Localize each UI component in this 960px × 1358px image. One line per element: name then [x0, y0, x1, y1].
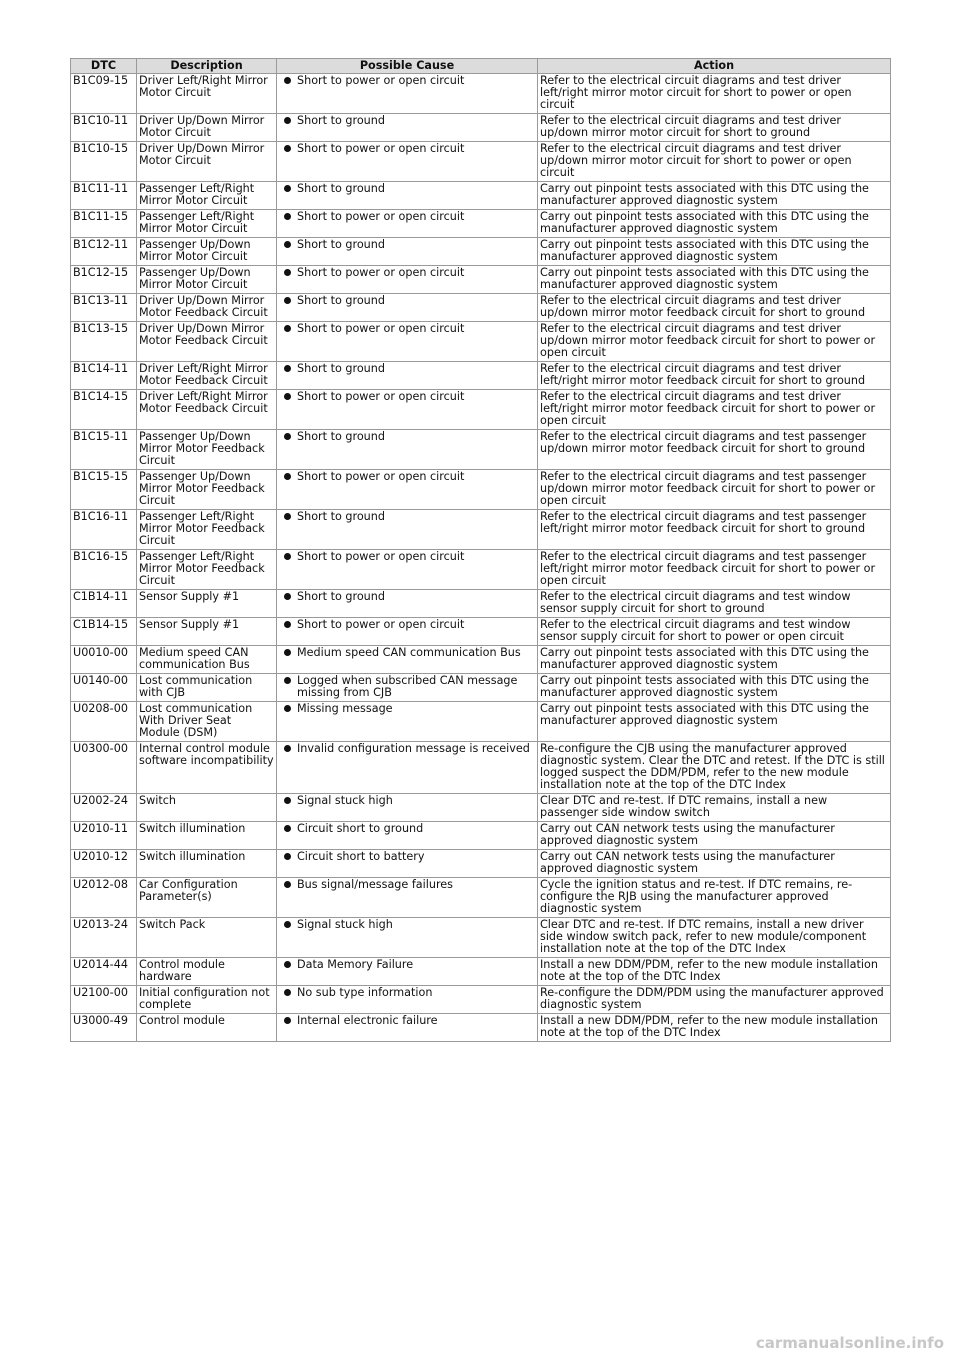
dtc-code-cell: U2013-24 [71, 918, 137, 958]
action-cell: Re-configure the DDM/PDM using the manufacturer approved diagnostic system [538, 986, 891, 1014]
possible-cause-cell [277, 470, 538, 510]
dtc-code-cell: B1C14-11 [71, 362, 137, 390]
possible-cause-text: Short to ground [297, 294, 385, 307]
page-content [70, 58, 890, 1042]
cause-bullet-item [283, 143, 535, 155]
action-cell: Carry out pinpoint tests associated with this DTC using the manufacturer approved diagnostic system [538, 266, 891, 294]
possible-cause-cell [277, 674, 538, 702]
cause-bullet-item [283, 675, 535, 699]
possible-cause-cell [277, 618, 538, 646]
possible-cause-text: Short to power or open circuit [297, 74, 465, 87]
action-cell: Refer to the electrical circuit diagrams and test driver up/down mirror motor feedback circuit for short to ground [538, 294, 891, 322]
cause-bullet-item [283, 183, 535, 195]
cause-bullet-item [283, 295, 535, 307]
cause-bullet-item [283, 511, 535, 523]
dtc-code-cell: B1C13-15 [71, 322, 137, 362]
cause-bullet-item [283, 959, 535, 971]
dtc-code-cell: B1C10-11 [71, 114, 137, 142]
dtc-code-cell: U2010-11 [71, 822, 137, 850]
table-row [71, 294, 891, 322]
action-cell: Refer to the electrical circuit diagrams and test window sensor supply circuit for short to power or open circuit [538, 618, 891, 646]
description-cell: Passenger Up/Down Mirror Motor Feedback Circuit [137, 470, 277, 510]
possible-cause-cell [277, 238, 538, 266]
possible-cause-cell [277, 702, 538, 742]
possible-cause-text: Short to power or open circuit [297, 470, 465, 483]
header-row [71, 59, 891, 74]
possible-cause-cell [277, 918, 538, 958]
bullet-icon [284, 553, 291, 560]
description-cell: Initial configuration not complete [137, 986, 277, 1014]
possible-cause-text: Internal electronic failure [297, 1014, 438, 1027]
table-row [71, 510, 891, 550]
possible-cause-cell [277, 850, 538, 878]
dtc-code-cell: U3000-49 [71, 1014, 137, 1042]
description-cell: Driver Up/Down Mirror Motor Feedback Circuit [137, 322, 277, 362]
bullet-icon [284, 593, 291, 600]
cause-bullet-item [283, 703, 535, 715]
table-row [71, 238, 891, 266]
header-description: Description [137, 59, 277, 74]
possible-cause-cell [277, 114, 538, 142]
cause-bullet-item [283, 363, 535, 375]
bullet-icon [284, 77, 291, 84]
action-cell: Install a new DDM/PDM, refer to the new module installation note at the top of the DTC Index [538, 958, 891, 986]
description-cell: Switch [137, 794, 277, 822]
dtc-code-cell: U2010-12 [71, 850, 137, 878]
action-cell: Refer to the electrical circuit diagrams and test passenger left/right mirror motor feedback circuit for short to power or open circuit [538, 550, 891, 590]
table-row [71, 850, 891, 878]
possible-cause-text: Medium speed CAN communication Bus [297, 646, 521, 659]
table-row [71, 210, 891, 238]
description-cell: Passenger Left/Right Mirror Motor Feedback Circuit [137, 550, 277, 590]
possible-cause-cell [277, 1014, 538, 1042]
cause-bullet-item [283, 823, 535, 835]
description-cell: Driver Up/Down Mirror Motor Circuit [137, 142, 277, 182]
possible-cause-text: Short to ground [297, 238, 385, 251]
watermark-logo: carmanualsonline.info [755, 1334, 944, 1352]
action-cell: Refer to the electrical circuit diagrams and test passenger up/down mirror motor feedback circuit for short to ground [538, 430, 891, 470]
possible-cause-cell [277, 550, 538, 590]
table-row [71, 674, 891, 702]
header-dtc: DTC [71, 59, 137, 74]
possible-cause-text: Data Memory Failure [297, 958, 414, 971]
dtc-code-cell: U2100-00 [71, 986, 137, 1014]
bullet-icon [284, 241, 291, 248]
possible-cause-text: Short to power or open circuit [297, 210, 465, 223]
bullet-icon [284, 961, 291, 968]
cause-bullet-item [283, 851, 535, 863]
table-row [71, 550, 891, 590]
possible-cause-text: Signal stuck high [297, 918, 393, 931]
possible-cause-text: Short to ground [297, 182, 385, 195]
dtc-code-cell: B1C12-15 [71, 266, 137, 294]
possible-cause-text: Short to ground [297, 590, 385, 603]
possible-cause-text: Missing message [297, 702, 393, 715]
possible-cause-text: Circuit short to ground [297, 822, 424, 835]
dtc-code-cell: U0300-00 [71, 742, 137, 794]
dtc-code-cell: B1C09-15 [71, 74, 137, 114]
possible-cause-cell [277, 958, 538, 986]
possible-cause-cell [277, 142, 538, 182]
table-row [71, 142, 891, 182]
cause-bullet-item [283, 267, 535, 279]
dtc-code-cell: U0208-00 [71, 702, 137, 742]
description-cell: Driver Left/Right Mirror Motor Feedback Circuit [137, 362, 277, 390]
dtc-code-cell: C1B14-11 [71, 590, 137, 618]
cause-bullet-item [283, 115, 535, 127]
possible-cause-text: Short to ground [297, 510, 385, 523]
table-row [71, 430, 891, 470]
header-action: Action [538, 59, 891, 74]
possible-cause-text: No sub type information [297, 986, 433, 999]
possible-cause-cell [277, 182, 538, 210]
bullet-icon [284, 269, 291, 276]
action-cell: Refer to the electrical circuit diagrams and test passenger up/down mirror motor feedback circuit for short to power or open circuit [538, 470, 891, 510]
possible-cause-text: Invalid configuration message is received [297, 742, 530, 755]
dtc-code-cell: B1C10-15 [71, 142, 137, 182]
table-row [71, 590, 891, 618]
dtc-code-cell: U2012-08 [71, 878, 137, 918]
description-cell: Switch illumination [137, 822, 277, 850]
description-cell: Medium speed CAN communication Bus [137, 646, 277, 674]
cause-bullet-item [283, 551, 535, 563]
action-cell: Clear DTC and re-test. If DTC remains, install a new passenger side window switch [538, 794, 891, 822]
description-cell: Passenger Left/Right Mirror Motor Feedback Circuit [137, 510, 277, 550]
table-row [71, 646, 891, 674]
action-cell: Clear DTC and re-test. If DTC remains, install a new driver side window switch pack, refer to new module/component installation note at the top of the DTC Index [538, 918, 891, 958]
cause-bullet-item [283, 211, 535, 223]
possible-cause-cell [277, 822, 538, 850]
action-cell: Refer to the electrical circuit diagrams and test driver up/down mirror motor feedback circuit for short to power or open circuit [538, 322, 891, 362]
bullet-icon [284, 365, 291, 372]
action-cell: Carry out CAN network tests using the manufacturer approved diagnostic system [538, 822, 891, 850]
possible-cause-cell [277, 430, 538, 470]
possible-cause-cell [277, 742, 538, 794]
cause-bullet-item [283, 1015, 535, 1027]
cause-bullet-item [283, 987, 535, 999]
action-cell: Carry out pinpoint tests associated with this DTC using the manufacturer approved diagnostic system [538, 210, 891, 238]
bullet-icon [284, 705, 291, 712]
possible-cause-cell [277, 510, 538, 550]
action-cell: Re-configure the CJB using the manufacturer approved diagnostic system. Clear the DTC and retest. If the DTC is still logged suspect the DDM/PDM, refer to the new module installation note at the top of the DTC Index [538, 742, 891, 794]
possible-cause-text: Short to ground [297, 430, 385, 443]
description-cell: Sensor Supply #1 [137, 618, 277, 646]
description-cell: Control module [137, 1014, 277, 1042]
table-body [71, 74, 891, 1042]
action-cell: Refer to the electrical circuit diagrams and test window sensor supply circuit for short to ground [538, 590, 891, 618]
dtc-code-cell: B1C16-11 [71, 510, 137, 550]
table-row [71, 702, 891, 742]
possible-cause-text: Bus signal/message failures [297, 878, 454, 891]
dtc-code-cell: B1C14-15 [71, 390, 137, 430]
possible-cause-text: Short to ground [297, 114, 385, 127]
possible-cause-text: Logged when subscribed CAN message missing from CJB [297, 674, 518, 699]
table-row [71, 618, 891, 646]
bullet-icon [284, 745, 291, 752]
possible-cause-cell [277, 294, 538, 322]
dtc-code-cell: U2002-24 [71, 794, 137, 822]
table-row [71, 390, 891, 430]
possible-cause-text: Circuit short to battery [297, 850, 425, 863]
possible-cause-text: Short to power or open circuit [297, 390, 465, 403]
cause-bullet-item [283, 795, 535, 807]
table-row [71, 986, 891, 1014]
dtc-code-cell: U2014-44 [71, 958, 137, 986]
action-cell: Install a new DDM/PDM, refer to the new module installation note at the top of the DTC Index [538, 1014, 891, 1042]
possible-cause-cell [277, 210, 538, 238]
possible-cause-text: Short to power or open circuit [297, 322, 465, 335]
cause-bullet-item [283, 391, 535, 403]
possible-cause-text: Short to power or open circuit [297, 618, 465, 631]
description-cell: Car Configuration Parameter(s) [137, 878, 277, 918]
possible-cause-text: Signal stuck high [297, 794, 393, 807]
table-row [71, 470, 891, 510]
bullet-icon [284, 649, 291, 656]
dtc-code-cell: B1C16-15 [71, 550, 137, 590]
possible-cause-text: Short to ground [297, 362, 385, 375]
header-possible-cause: Possible Cause [277, 59, 538, 74]
possible-cause-cell [277, 390, 538, 430]
possible-cause-cell [277, 266, 538, 294]
dtc-code-cell: B1C12-11 [71, 238, 137, 266]
cause-bullet-item [283, 323, 535, 335]
table-row [71, 742, 891, 794]
cause-bullet-item [283, 647, 535, 659]
description-cell: Switch illumination [137, 850, 277, 878]
action-cell: Refer to the electrical circuit diagrams and test driver left/right mirror motor circuit for short to power or open circuit [538, 74, 891, 114]
table-row [71, 182, 891, 210]
cause-bullet-item [283, 619, 535, 631]
table-header [71, 59, 891, 74]
possible-cause-cell [277, 646, 538, 674]
action-cell: Refer to the electrical circuit diagrams and test driver left/right mirror motor feedback circuit for short to power or open circuit [538, 390, 891, 430]
bullet-icon [284, 393, 291, 400]
action-cell: Carry out pinpoint tests associated with this DTC using the manufacturer approved diagnostic system [538, 674, 891, 702]
bullet-icon [284, 473, 291, 480]
bullet-icon [284, 297, 291, 304]
description-cell: Driver Left/Right Mirror Motor Feedback Circuit [137, 390, 277, 430]
cause-bullet-item [283, 471, 535, 483]
action-cell: Carry out pinpoint tests associated with this DTC using the manufacturer approved diagnostic system [538, 702, 891, 742]
bullet-icon [284, 989, 291, 996]
possible-cause-cell [277, 878, 538, 918]
table-row [71, 114, 891, 142]
dtc-code-cell: B1C13-11 [71, 294, 137, 322]
dtc-code-cell: B1C15-15 [71, 470, 137, 510]
cause-bullet-item [283, 75, 535, 87]
description-cell: Passenger Up/Down Mirror Motor Circuit [137, 238, 277, 266]
table-row [71, 794, 891, 822]
dtc-code-cell: U0010-00 [71, 646, 137, 674]
description-cell: Driver Up/Down Mirror Motor Feedback Circuit [137, 294, 277, 322]
bullet-icon [284, 117, 291, 124]
dtc-code-cell: B1C15-11 [71, 430, 137, 470]
description-cell: Lost communication with CJB [137, 674, 277, 702]
table-row [71, 878, 891, 918]
description-cell: Internal control module software incompatibility [137, 742, 277, 794]
description-cell: Driver Up/Down Mirror Motor Circuit [137, 114, 277, 142]
action-cell: Carry out pinpoint tests associated with this DTC using the manufacturer approved diagnostic system [538, 646, 891, 674]
cause-bullet-item [283, 239, 535, 251]
dtc-code-cell: B1C11-11 [71, 182, 137, 210]
bullet-icon [284, 213, 291, 220]
action-cell: Refer to the electrical circuit diagrams and test driver up/down mirror motor circuit for short to ground [538, 114, 891, 142]
bullet-icon [284, 621, 291, 628]
table-row [71, 918, 891, 958]
description-cell: Switch Pack [137, 918, 277, 958]
action-cell: Refer to the electrical circuit diagrams and test driver left/right mirror motor feedback circuit for short to ground [538, 362, 891, 390]
possible-cause-cell [277, 986, 538, 1014]
description-cell: Driver Left/Right Mirror Motor Circuit [137, 74, 277, 114]
bullet-icon [284, 677, 291, 684]
possible-cause-cell [277, 322, 538, 362]
bullet-icon [284, 881, 291, 888]
cause-bullet-item [283, 879, 535, 891]
table-row [71, 266, 891, 294]
table-row [71, 74, 891, 114]
dtc-code-cell: C1B14-15 [71, 618, 137, 646]
possible-cause-cell [277, 590, 538, 618]
action-cell: Carry out pinpoint tests associated with this DTC using the manufacturer approved diagnostic system [538, 182, 891, 210]
cause-bullet-item [283, 591, 535, 603]
action-cell: Carry out CAN network tests using the manufacturer approved diagnostic system [538, 850, 891, 878]
dtc-code-cell: U0140-00 [71, 674, 137, 702]
cause-bullet-item [283, 431, 535, 443]
bullet-icon [284, 145, 291, 152]
table-row [71, 822, 891, 850]
action-cell: Refer to the electrical circuit diagrams and test passenger left/right mirror motor feedback circuit for short to ground [538, 510, 891, 550]
description-cell: Passenger Up/Down Mirror Motor Feedback Circuit [137, 430, 277, 470]
bullet-icon [284, 853, 291, 860]
dtc-table [70, 58, 891, 1042]
table-row [71, 1014, 891, 1042]
cause-bullet-item [283, 743, 535, 755]
description-cell: Control module hardware [137, 958, 277, 986]
action-cell: Cycle the ignition status and re-test. If DTC remains, re-configure the RJB using the manufacturer approved diagnostic system [538, 878, 891, 918]
cause-bullet-item [283, 919, 535, 931]
bullet-icon [284, 921, 291, 928]
dtc-code-cell: B1C11-15 [71, 210, 137, 238]
table-row [71, 362, 891, 390]
bullet-icon [284, 185, 291, 192]
bullet-icon [284, 797, 291, 804]
description-cell: Passenger Left/Right Mirror Motor Circuit [137, 210, 277, 238]
action-cell: Refer to the electrical circuit diagrams and test driver up/down mirror motor circuit for short to power or open circuit [538, 142, 891, 182]
description-cell: Lost communication With Driver Seat Module (DSM) [137, 702, 277, 742]
bullet-icon [284, 825, 291, 832]
description-cell: Passenger Left/Right Mirror Motor Circuit [137, 182, 277, 210]
bullet-icon [284, 433, 291, 440]
description-cell: Sensor Supply #1 [137, 590, 277, 618]
possible-cause-cell [277, 362, 538, 390]
bullet-icon [284, 513, 291, 520]
possible-cause-cell [277, 794, 538, 822]
table-row [71, 958, 891, 986]
bullet-icon [284, 1017, 291, 1024]
table-row [71, 322, 891, 362]
action-cell: Carry out pinpoint tests associated with this DTC using the manufacturer approved diagnostic system [538, 238, 891, 266]
description-cell: Passenger Up/Down Mirror Motor Circuit [137, 266, 277, 294]
possible-cause-text: Short to power or open circuit [297, 266, 465, 279]
possible-cause-text: Short to power or open circuit [297, 142, 465, 155]
possible-cause-text: Short to power or open circuit [297, 550, 465, 563]
possible-cause-cell [277, 74, 538, 114]
bullet-icon [284, 325, 291, 332]
